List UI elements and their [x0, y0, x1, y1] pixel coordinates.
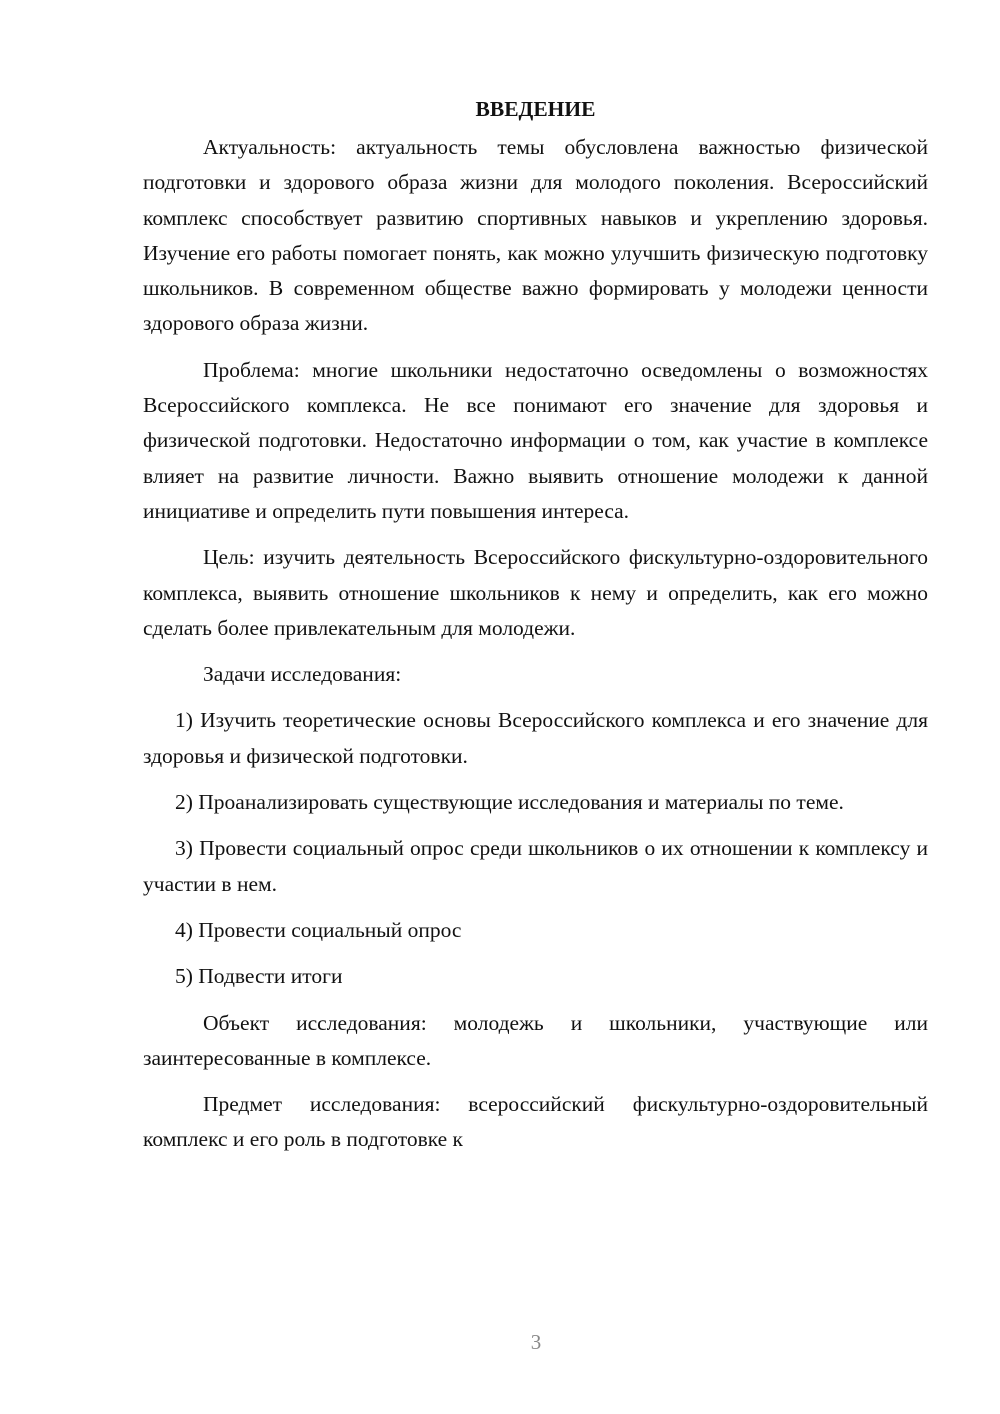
task-item: 4) Провести социальный опрос — [175, 917, 462, 942]
paragraph-object: Объект исследования: молодежь и школьники, участвующие или заинтересованные в комплексе. — [143, 1010, 928, 1070]
task-item: 1) Изучить теоретические основы Всероссийского комплекса и его значение для здоровья и физической подготовки. — [143, 708, 928, 768]
page-content — [143, 92, 928, 1158]
task-item: 5) Подвести итоги — [175, 964, 343, 989]
page-number: 3 — [530, 1330, 542, 1354]
task-item: 2) Проанализировать существующие исследования и материалы по теме. — [175, 790, 844, 815]
paragraph-problem: Проблема: многие школьники недостаточно осведомлены о возможностях Всероссийского комплекса. Не все понимают его значение для здоровья и физической подготовки. Недостаточно информации о том, как участие в комплексе влияет на развитие личности. Важно выявить отношение молодежи к данной инициативе и определить пути повышения интереса. — [143, 357, 928, 523]
paragraph-goal: Цель: изучить деятельность Всероссийского фискультурно-оздоровительного комплекса, выявить отношение школьников к нему и определить, как его можно сделать более привлекательным для молодежи. — [143, 545, 928, 640]
section-title: ВВЕДЕНИЕ — [475, 97, 596, 121]
task-item: 3) Провести социальный опрос среди школьников о их отношении к комплексу и участии в нем. — [143, 836, 928, 896]
paragraph-subject: Предмет исследования: всероссийский фискультурно-оздоровительный комплекс и его роль в подготовке к — [143, 1092, 928, 1152]
paragraph-tasks-heading: Задачи исследования: — [203, 662, 402, 687]
paragraph-relevance: Актуальность: актуальность темы обусловлена важностью физической подготовки и здорового образа жизни для молодого поколения. Всероссийский комплекс способствует развитию спортивных навыков и укреплению здоровья. Изучение его работы помогает понять, как можно улучшить физическую подготовку школьников. В современном обществе важно формировать у молодежи ценности здорового образа жизни. — [143, 135, 928, 336]
